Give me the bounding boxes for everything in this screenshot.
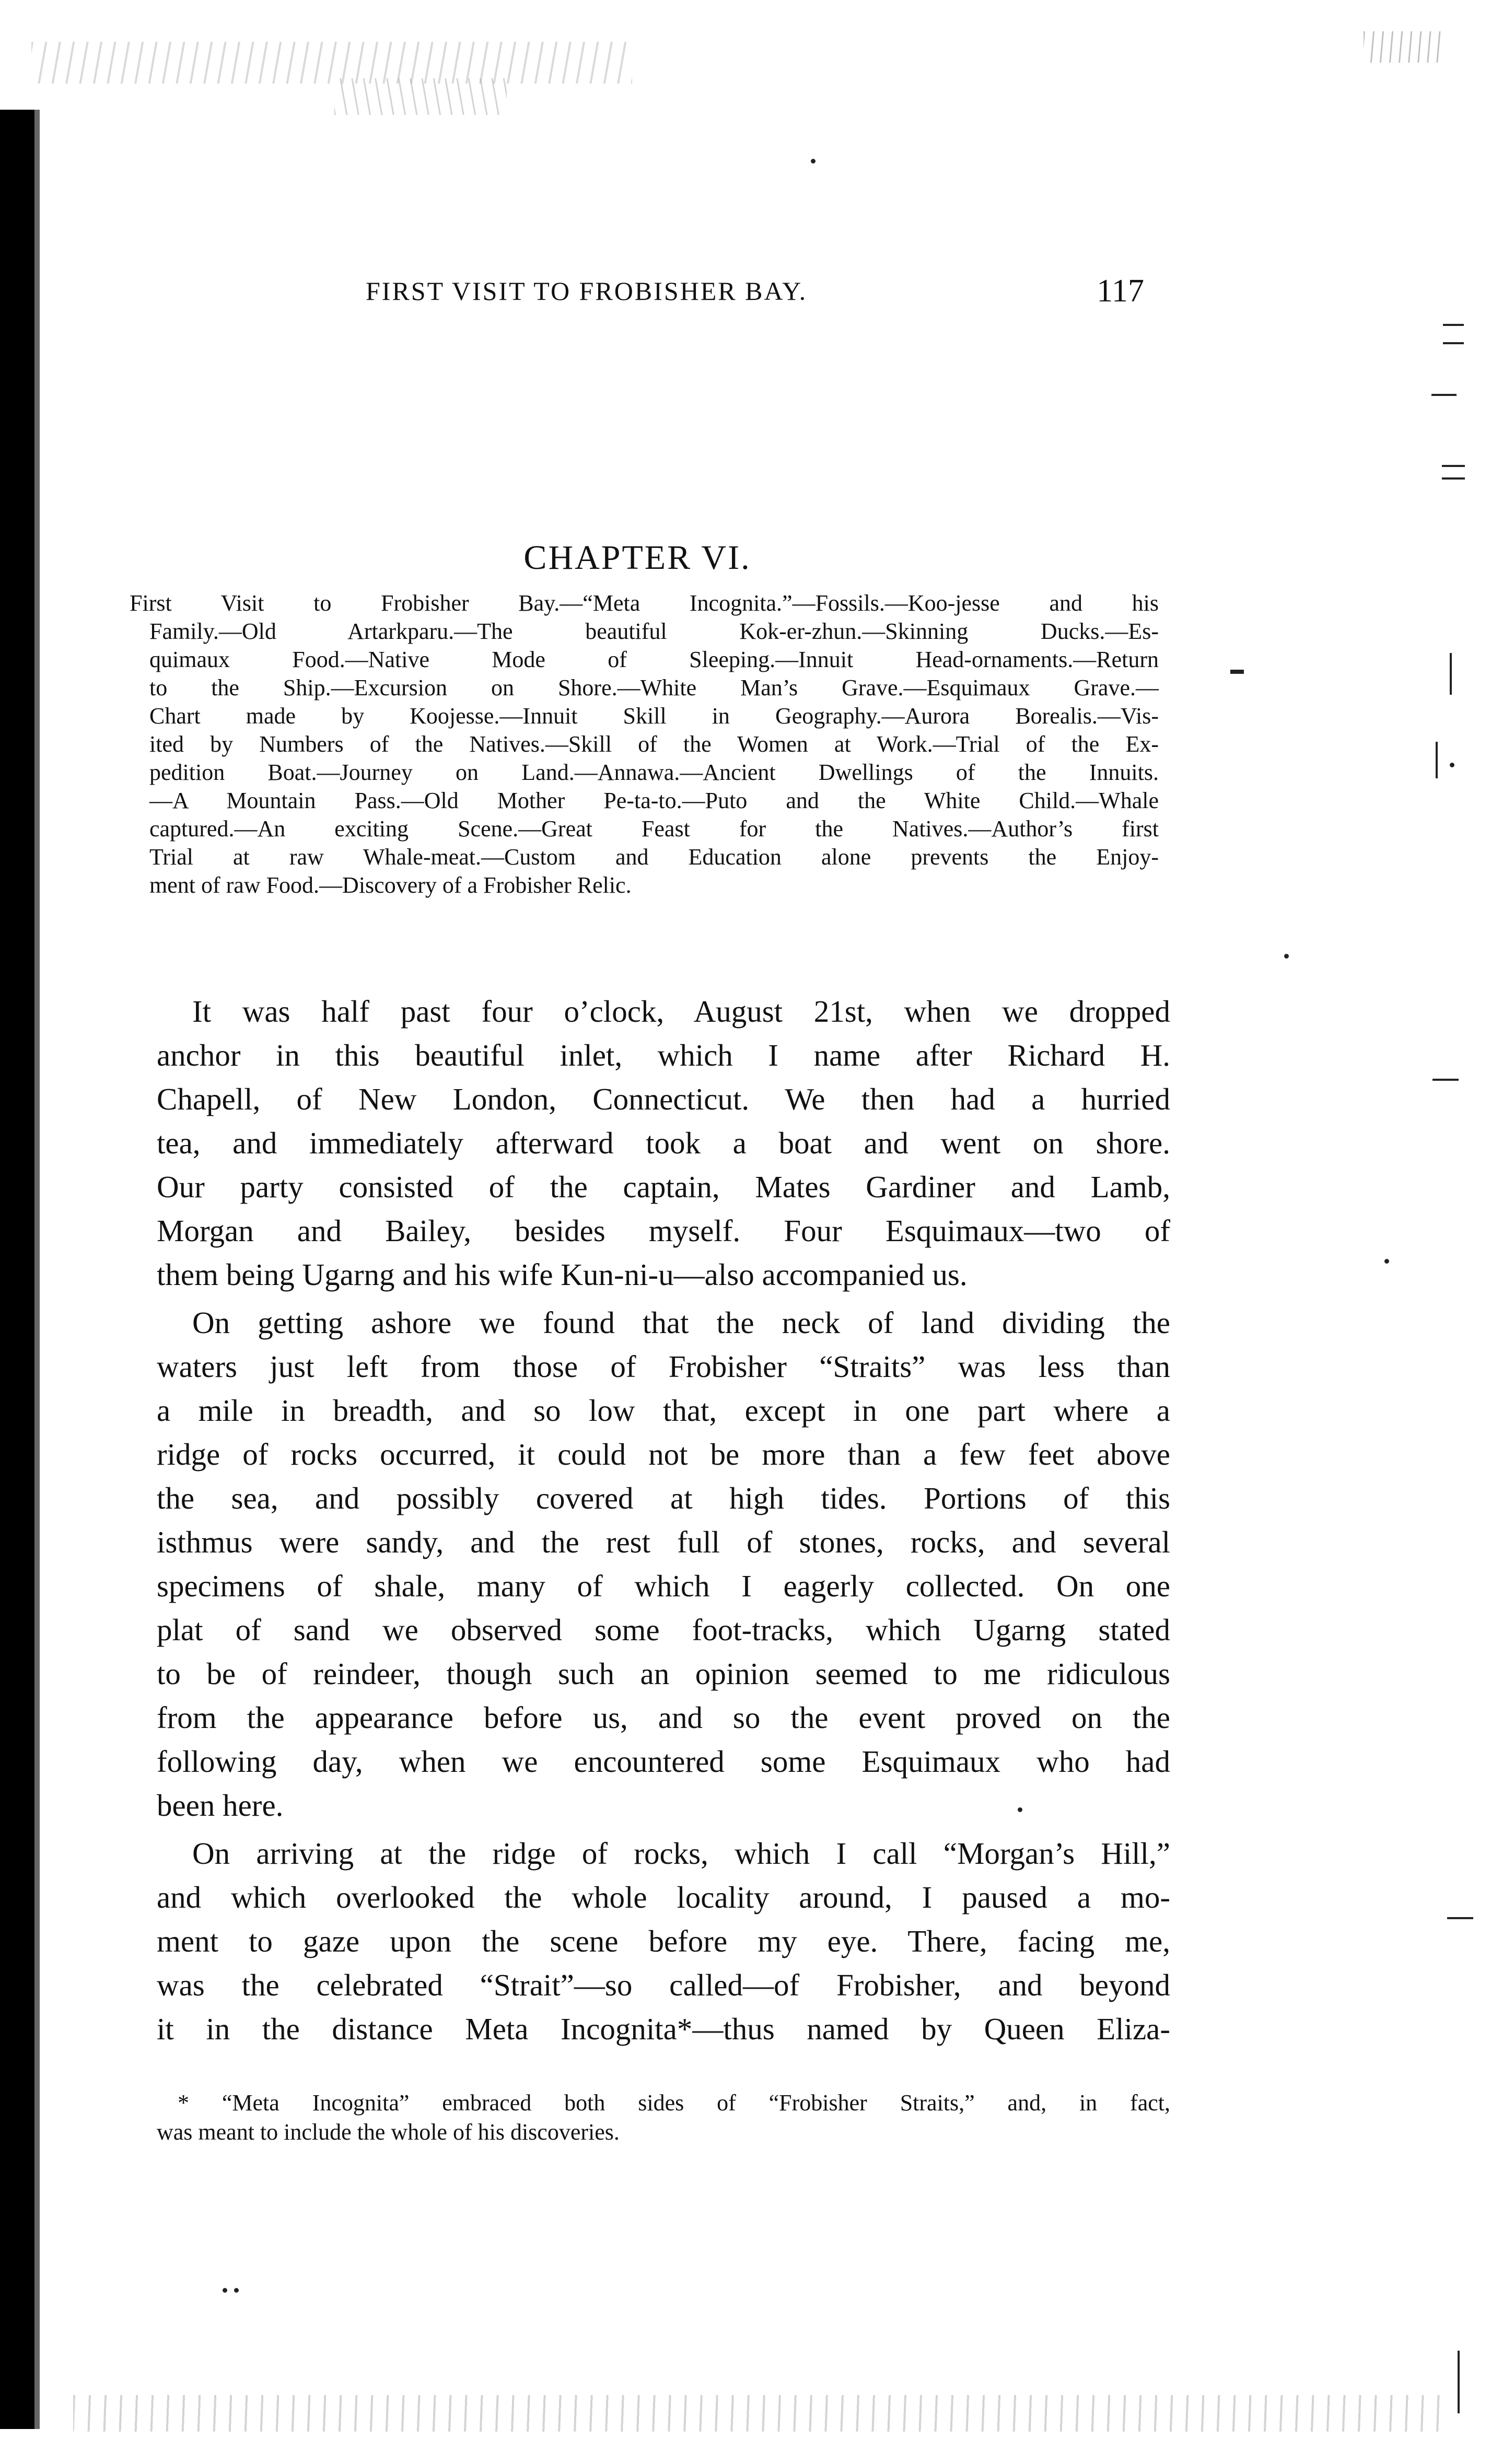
paragraph-line: from the appearance before us, and so the event proved on the <box>157 1700 1170 1735</box>
paragraph-line: anchor in this beautiful inlet, which I name after Richard H. <box>157 1038 1170 1072</box>
synopsis-line: quimaux Food.—Native Mode of Sleeping.—Innuit Head-ornaments.—Return <box>149 647 1159 672</box>
scan-speck <box>234 2288 239 2293</box>
synopsis-line: Family.—Old Artarkparu.—The beautiful Kok-er-zhun.—Skinning Ducks.—Es- <box>149 618 1159 644</box>
paragraph-line: waters just left from those of Frobisher “Straits” was less than <box>157 1349 1170 1384</box>
paragraph-line: it in the distance Meta Incognita*—thus named by Queen Eliza- <box>157 2012 1170 2046</box>
scan-speck <box>1284 954 1289 959</box>
scan-bottom-smudge <box>73 2395 1442 2432</box>
scan-spine-shadow <box>0 110 34 2429</box>
synopsis-line: ment of raw Food.—Discovery of a Frobisher Relic. <box>149 872 632 898</box>
synopsis-line: to the Ship.—Excursion on Shore.—White Man’s Grave.—Esquimaux Grave.— <box>149 675 1159 700</box>
scan-margin-mark <box>1436 742 1438 778</box>
scan-margin-mark <box>1432 1079 1459 1081</box>
paragraph-line: specimens of shale, many of which I eagerly collected. On one <box>157 1569 1170 1603</box>
scan-margin-mark <box>1443 324 1464 326</box>
paragraph-line: ment to gaze upon the scene before my eye. There, facing me, <box>157 1924 1170 1958</box>
page-number: 117 <box>1097 273 1144 309</box>
scan-margin-mark <box>1442 465 1465 467</box>
scan-margin-mark <box>1431 394 1457 396</box>
scan-speck <box>1450 763 1454 767</box>
scan-margin-mark <box>1458 2351 1460 2413</box>
footnote <box>157 2088 1170 2147</box>
paragraph-line: the sea, and possibly covered at high tides. Portions of this <box>157 1481 1170 1515</box>
synopsis-line: —A Mountain Pass.—Old Mother Pe-ta-to.—Puto and the White Child.—Whale <box>149 788 1159 813</box>
paragraph-line: to be of reindeer, though such an opinion seemed to me ridiculous <box>157 1656 1170 1691</box>
paragraph-line: a mile in breadth, and so low that, except in one part where a <box>157 1393 1170 1428</box>
paragraph-line: It was half past four o’clock, August 21st, when we dropped <box>192 994 1170 1029</box>
synopsis-line: Chart made by Koojesse.—Innuit Skill in Geography.—Aurora Borealis.—Vis- <box>149 703 1159 729</box>
paragraph-line: them being Ugarng and his wife Kun-ni-u—also accompanied us. <box>157 1257 968 1292</box>
paragraph-line: been here. <box>157 1788 284 1823</box>
paragraph-line: following day, when we encountered some Esquimaux who had <box>157 1744 1170 1779</box>
paragraph-line: was the celebrated “Strait”—so called—of Frobisher, and beyond <box>157 1968 1170 2002</box>
paragraph-line: ridge of rocks occurred, it could not be more than a few feet above <box>157 1437 1170 1472</box>
synopsis-line: Trial at raw Whale-meat.—Custom and Education alone prevents the Enjoy- <box>149 844 1159 870</box>
paragraph-line: On arriving at the ridge of rocks, which I call “Morgan’s Hill,” <box>192 1836 1170 1871</box>
paragraph-line: Chapell, of New London, Connecticut. We then had a hurried <box>157 1082 1170 1116</box>
scan-spine-edge <box>34 110 40 2429</box>
synopsis-line: pedition Boat.—Journey on Land.—Annawa.—Ancient Dwellings of the Innuits. <box>149 760 1159 785</box>
synopsis-line: captured.—An exciting Scene.—Great Feast for the Natives.—Author’s first <box>149 816 1159 842</box>
synopsis-line: ited by Numbers of the Natives.—Skill of the Women at Work.—Trial of the Ex- <box>149 731 1159 757</box>
paragraph-line: plat of sand we observed some foot-tracks, which Ugarng stated <box>157 1613 1170 1647</box>
running-head-title: FIRST VISIT TO FROBISHER BAY. <box>366 276 808 306</box>
paragraph-line: tea, and immediately afterward took a boat and went on shore. <box>157 1126 1170 1160</box>
scan-margin-mark <box>1450 653 1452 695</box>
scan-top-right-smudge <box>1364 31 1442 63</box>
running-head <box>366 273 1144 318</box>
scan-top-smudge-small <box>334 78 507 115</box>
scan-margin-mark <box>1230 670 1244 674</box>
paragraph-line: isthmus were sandy, and the rest full of stones, rocks, and several <box>157 1525 1170 1559</box>
scan-margin-mark <box>1443 342 1464 344</box>
paragraph-line: Morgan and Bailey, besides myself. Four Esquimaux—two of <box>157 1213 1170 1248</box>
scan-speck <box>1384 1259 1389 1264</box>
chapter-title: CHAPTER VI. <box>523 539 751 577</box>
paragraph-line: and which overlooked the whole locality around, I paused a mo- <box>157 1880 1170 1914</box>
footnote-line: * “Meta Incognita” embraced both sides of “Frobisher Straits,” and, in fact, <box>178 2090 1170 2116</box>
synopsis-line: First Visit to Frobisher Bay.—“Meta Incognita.”—Fossils.—Koo-jesse and his <box>130 590 1159 616</box>
scan-speck <box>811 159 816 164</box>
chapter-synopsis <box>130 589 1159 900</box>
scan-top-smudge <box>31 42 632 84</box>
body-text <box>157 989 1170 2051</box>
scan-margin-mark <box>1447 1917 1473 1919</box>
footnote-line: was meant to include the whole of his discoveries. <box>157 2119 620 2145</box>
scan-margin-mark <box>1442 477 1465 480</box>
paragraph-line: Our party consisted of the captain, Mates Gardiner and Lamb, <box>157 1170 1170 1204</box>
scan-speck <box>223 2288 227 2293</box>
paragraph-line: On getting ashore we found that the neck of land dividing the <box>192 1305 1170 1340</box>
